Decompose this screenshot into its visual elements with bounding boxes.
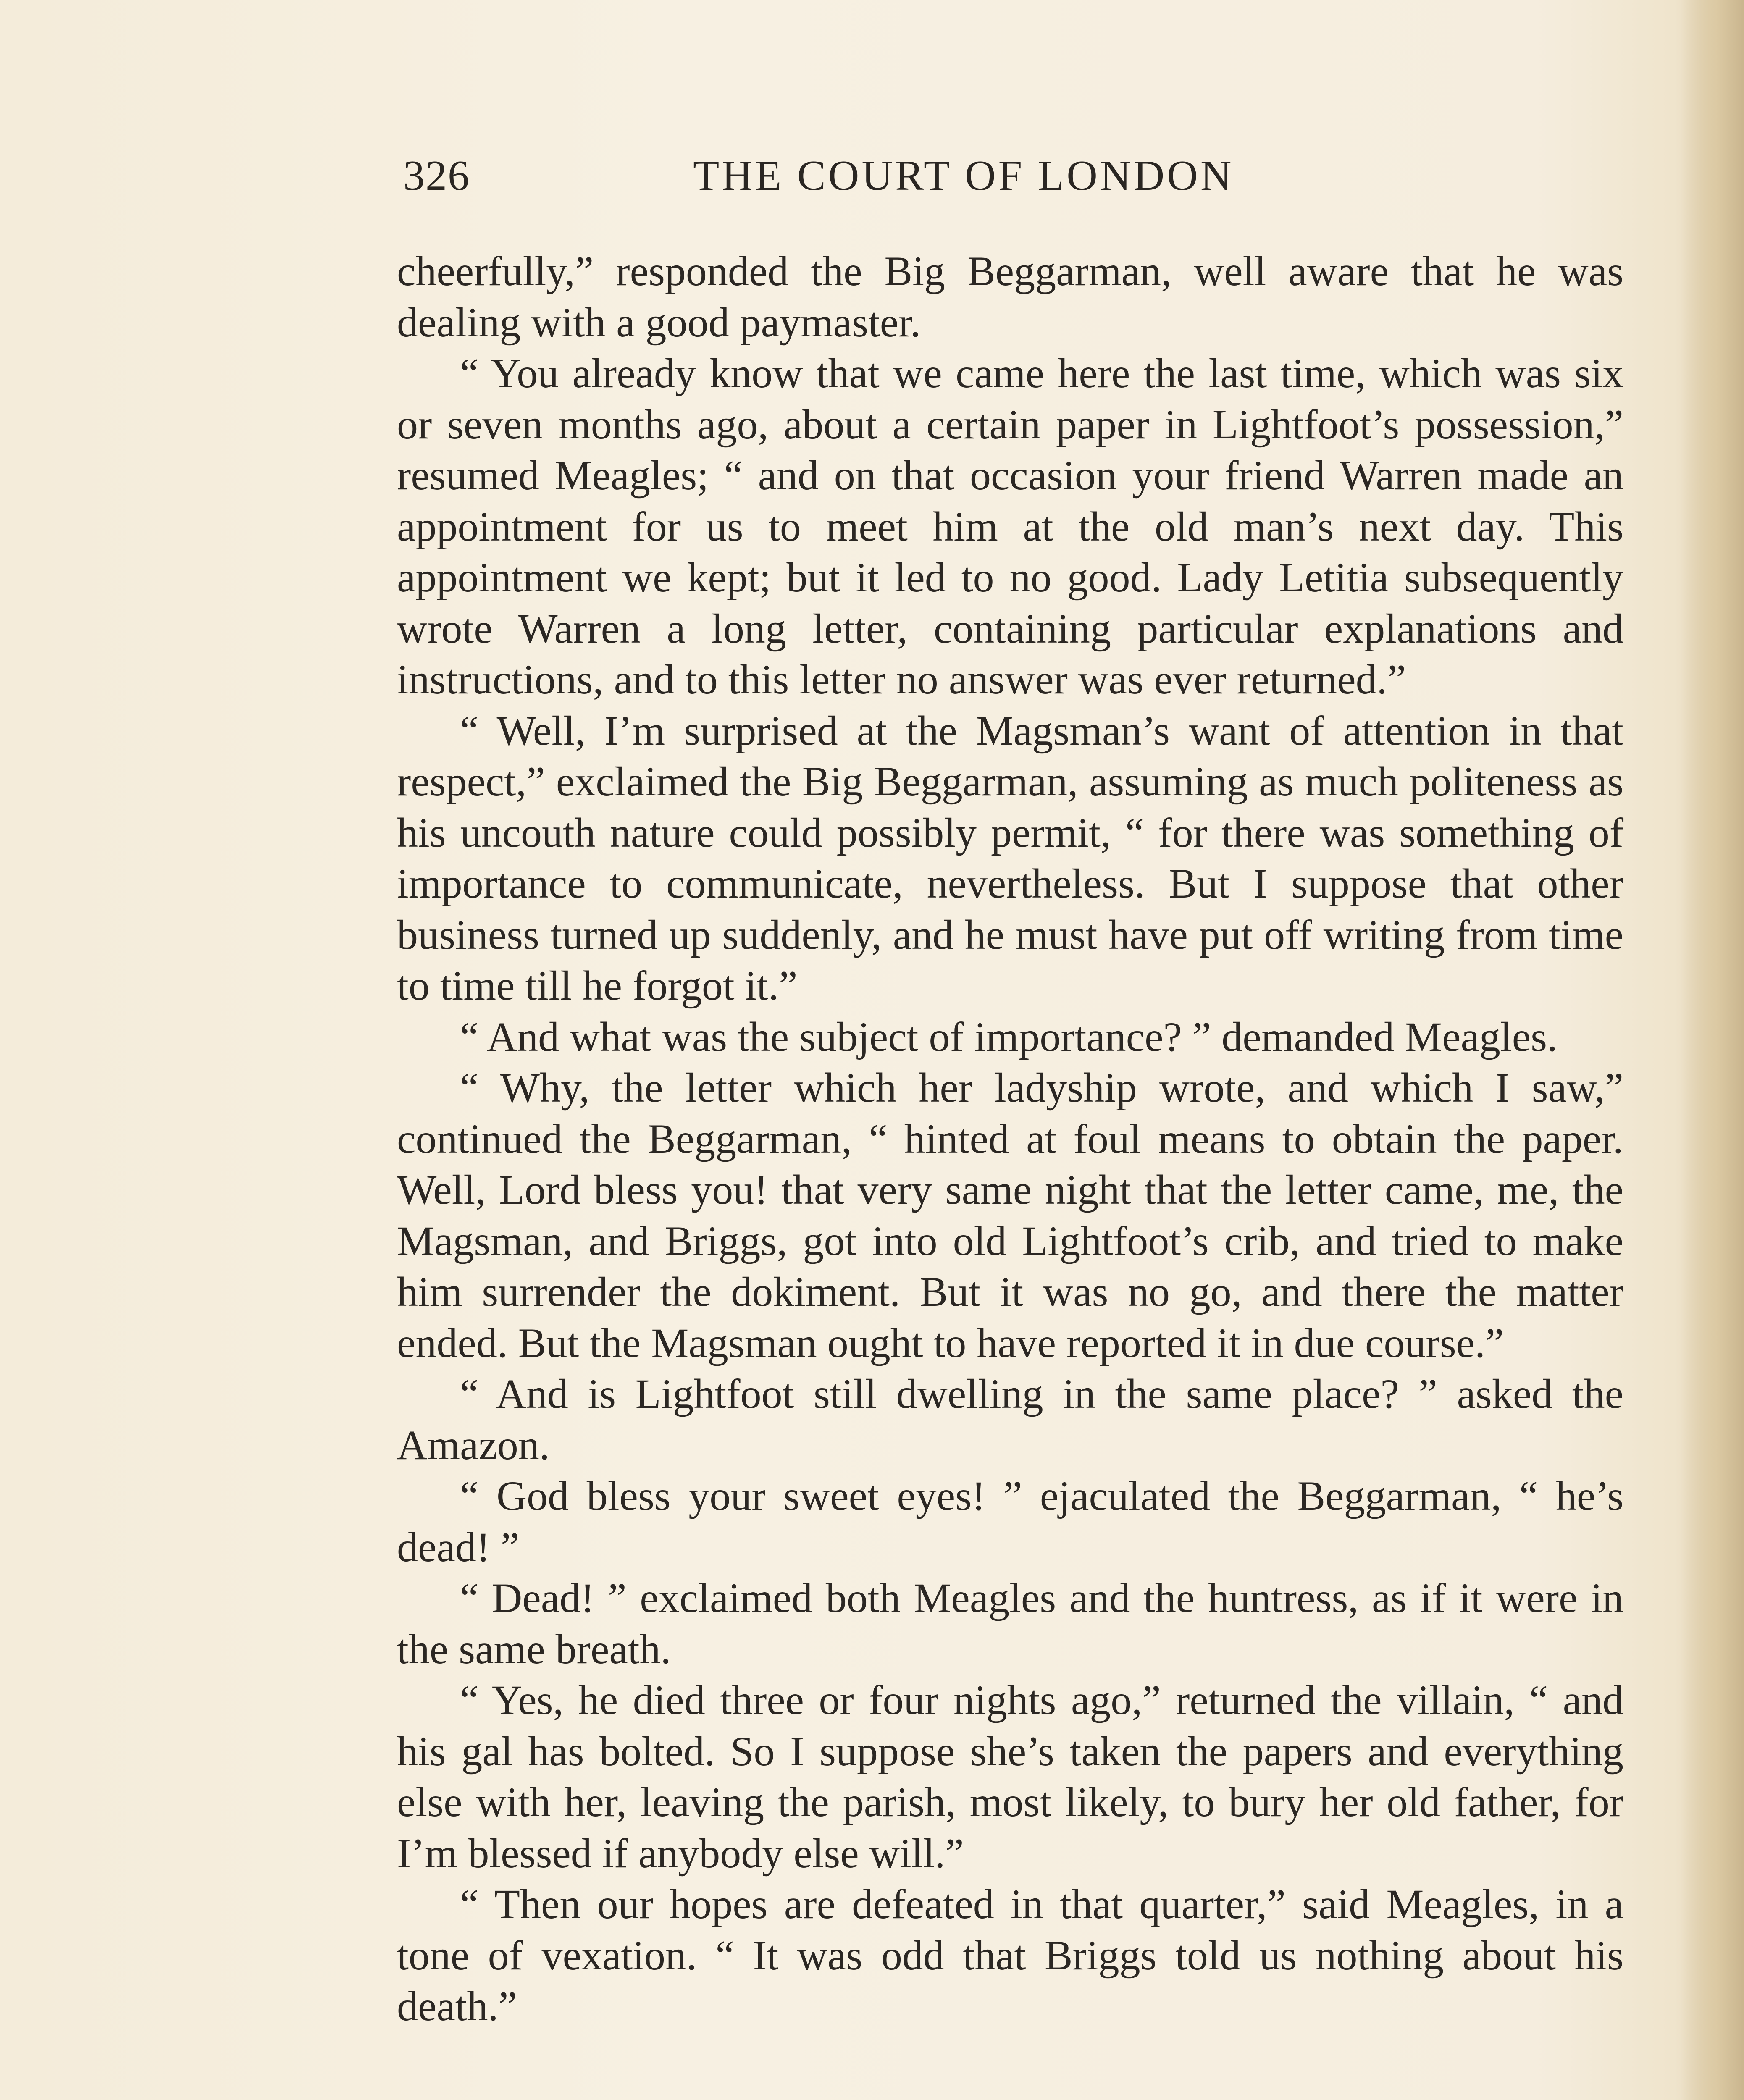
page-number: 326 xyxy=(403,152,470,200)
body-text xyxy=(397,246,1623,2032)
paragraph: “ God bless your sweet eyes! ” ejaculated the Beggarman, “ he’s dead! ” xyxy=(397,1473,1623,1570)
paragraph: “ And what was the subject of importance? ” demanded Meagles. xyxy=(460,1013,1558,1060)
paragraph: “ Then our hopes are defeated in that quarter,” said Meagles, in a tone of vexation. “ It was odd that Briggs told us nothing about his death.” xyxy=(397,1881,1623,2029)
paragraph: “ Yes, he died three or four nights ago,” returned the villain, “ and his gal has bolted. So I suppose she’s taken the papers and everything else with her, leaving the parish, most likely, to bury her old father, for I’m blessed if anybody else will.” xyxy=(397,1677,1623,1877)
paragraph: “ You already know that we came here the last time, which was six or seven months ago, about a certain paper in Lightfoot’s possession,” resumed Meagles; “ and on that occasion your friend Warren made an appointment for us to meet him at the old man’s next day. This appointment we kept; but it led to no good. Lady Letitia subsequently wrote Warren a long letter, containing particular explanations and instructions, and to this letter no answer was ever returned.” xyxy=(397,350,1623,703)
paragraph: “ And is Lightfoot still dwelling in the same place? ” asked the Amazon. xyxy=(397,1370,1623,1468)
paragraph: “ Dead! ” exclaimed both Meagles and the huntress, as if it were in the same breath. xyxy=(397,1575,1623,1672)
running-head xyxy=(403,139,1336,202)
paragraph: “ Why, the letter which her ladyship wrote, and which I saw,” continued the Beggarman, “ hinted at foul means to obtain the paper. Well, Lord bless you! that very same night that the letter came, me, the Magsman, and Briggs, got into old Lightfoot’s crib, and tried to make him surrender the dokiment. But it was no go, and there the matter ended. But the Magsman ought to have reported it in due course.” xyxy=(397,1064,1623,1366)
paragraph: cheerfully,” responded the Big Beggarman, well aware that he was dealing with a good paymaster. xyxy=(397,248,1623,346)
book-title: THE COURT OF LONDON xyxy=(693,152,1234,200)
page-gutter-shadow xyxy=(1681,0,1744,2100)
paragraph: “ Well, I’m surprised at the Magsman’s want of attention in that respect,” exclaimed the Big Beggarman, assuming as much politeness as his uncouth nature could possibly permit, “ for there was something of importance to communicate, nevertheless. But I suppose that other business turned up suddenly, and he must have put off writing from time to time till he forgot it.” xyxy=(397,707,1623,1009)
